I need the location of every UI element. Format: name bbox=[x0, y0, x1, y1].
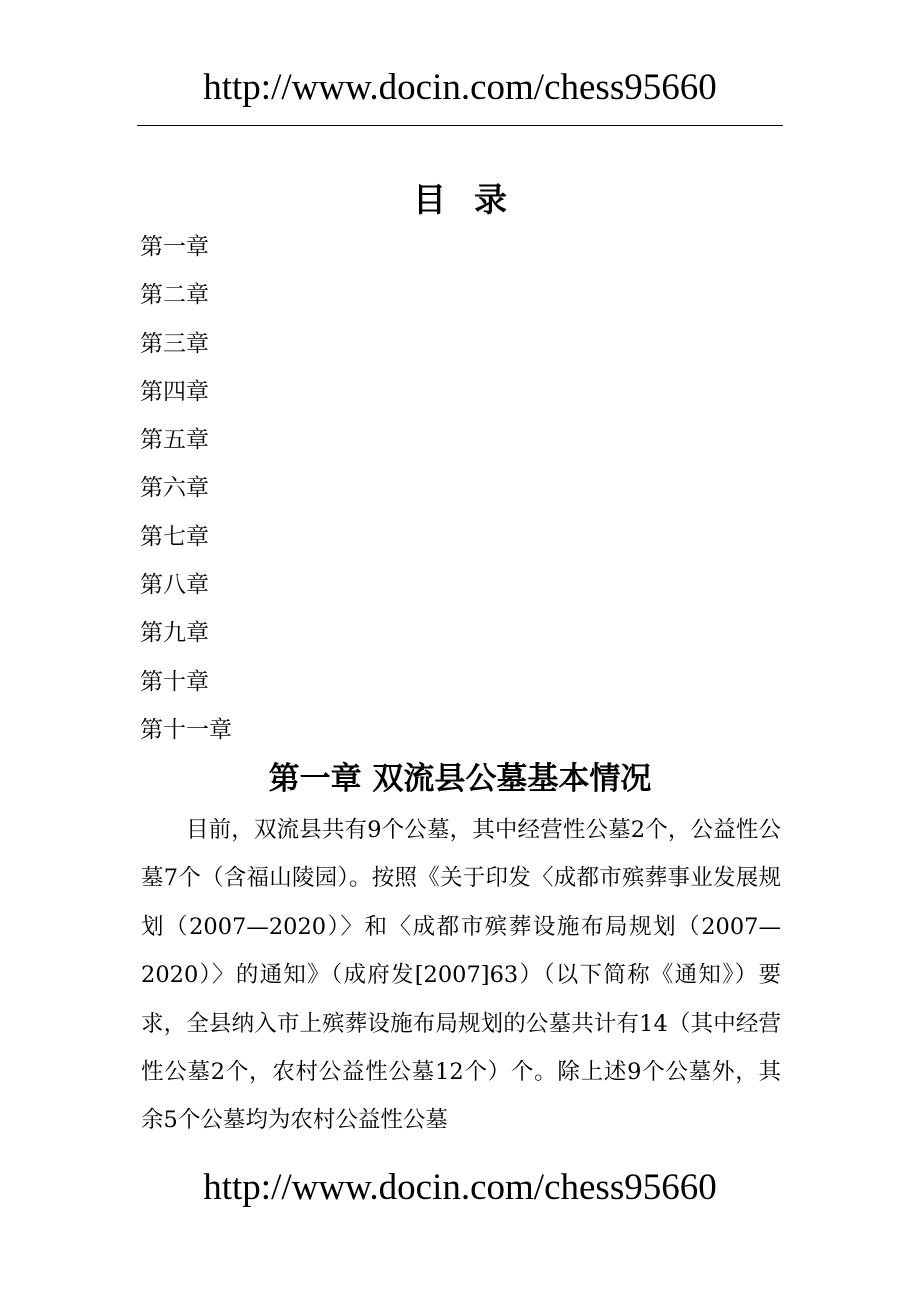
chapter-heading: 第一章 双流县公墓基本情况 bbox=[268, 761, 652, 797]
toc-item-chapter-7[interactable]: 第七章 bbox=[140, 523, 209, 550]
header-url: http://www.docin.com/chess95660 bbox=[203, 67, 717, 108]
chapter-paragraph: 目前，双流县共有9个公墓，其中经营性公墓2个，公益性公墓7个（含福山陵园）。按照《关于印发〈成都市殡葬事业发展规划（2007—2020）〉和〈成都市殡葬设施布局规划（2007—2020）〉的通知》（成府发[2007]63）（以下简称《通知》）要求，全县纳入市上殡葬设施布局规划的公墓共计有14（其中经营性公墓2个，农村公益性公墓12个）个。除上述9个公墓外，其余5个公墓均为农村公益性公墓 bbox=[141, 817, 781, 1134]
toc-item-chapter-6[interactable]: 第六章 bbox=[140, 475, 209, 502]
toc-title: 目录 bbox=[413, 180, 535, 219]
toc-item-chapter-8[interactable]: 第八章 bbox=[140, 572, 209, 599]
toc-item-chapter-3[interactable]: 第三章 bbox=[140, 330, 209, 357]
toc-item-chapter-11[interactable]: 第十一章 bbox=[140, 716, 232, 743]
toc-list bbox=[140, 228, 232, 759]
toc-item-chapter-9[interactable]: 第九章 bbox=[140, 620, 209, 647]
toc-item-chapter-4[interactable]: 第四章 bbox=[140, 378, 209, 405]
header-divider bbox=[137, 125, 783, 126]
toc-item-chapter-5[interactable]: 第五章 bbox=[140, 427, 209, 454]
toc-item-chapter-10[interactable]: 第十章 bbox=[140, 668, 209, 695]
toc-item-chapter-2[interactable]: 第二章 bbox=[140, 282, 209, 309]
footer-url: http://www.docin.com/chess95660 bbox=[203, 1167, 717, 1208]
toc-item-chapter-1[interactable]: 第一章 bbox=[140, 234, 209, 260]
